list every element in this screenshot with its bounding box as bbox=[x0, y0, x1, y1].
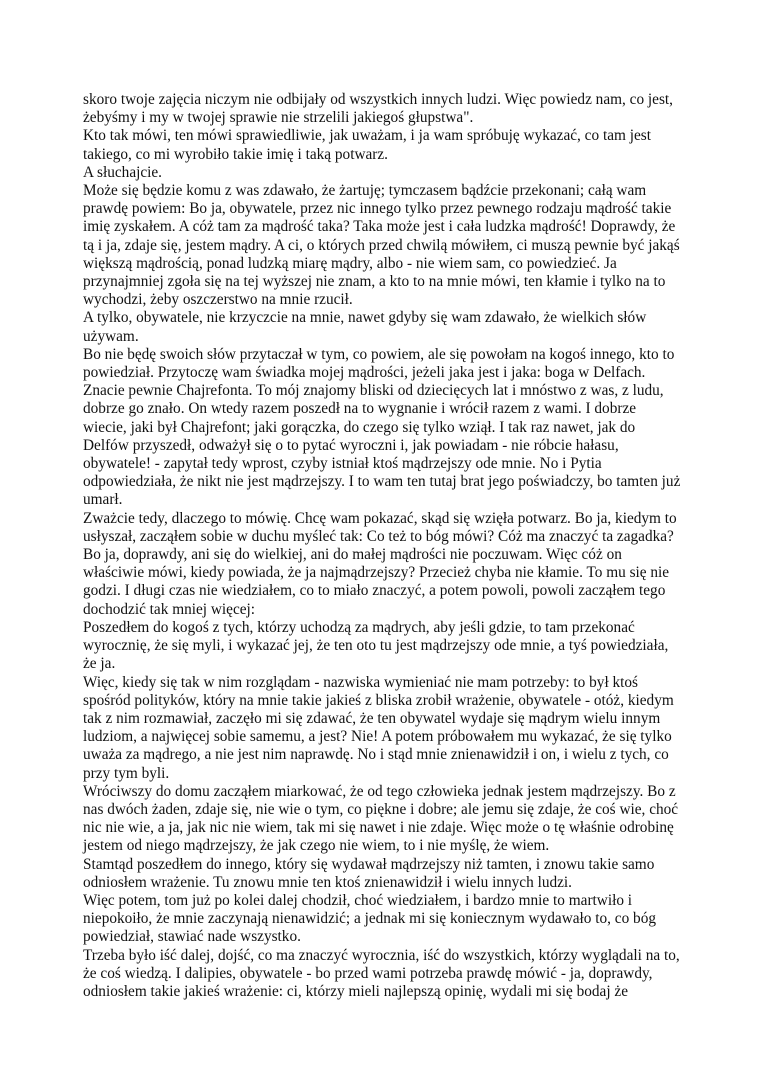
paragraph: A słuchajcie. bbox=[83, 163, 163, 181]
paragraph: Poszedłem do kogoś z tych, którzy uchodzą za mądrych, aby jeśli gdzie, to tam przekonać wyrocznię, że się myli, i wykazać jej, że ten oto tu jest mądrzejszy ode mnie, a tyś powiedziała, że ja. bbox=[83, 618, 669, 673]
paragraph: Stamtąd poszedłem do innego, który się wydawał mądrzejszy niż tamten, i znowu takie samo odniosłem wrażenie. Tu znowu mnie ten ktoś znienawidził i wielu innych ludzi. bbox=[83, 855, 655, 891]
document-page bbox=[83, 91, 683, 1001]
paragraph: Więc potem, tom już po kolei dalej chodził, choć wiedziałem, i bardzo mnie to martwiło i niepokoiło, że mnie zaczynają nienawidzić; a jednak mi się koniecznym wydawało to, co bóg powiedział, stawiać nade wszystko. bbox=[83, 891, 657, 946]
paragraph: Trzeba było iść dalej, dojść, co ma znaczyć wyrocznia, iść do wszystkich, którzy wyglądali na to, że coś wiedzą. I dalipies, obywatele - bo przed wami potrzeba prawdę mówić - ja, doprawdy, odniosłem takie jakieś wrażenie: ci, którzy mieli najlepszą opinię, wydali mi się bodaj że bbox=[83, 946, 680, 1000]
paragraph: Kto tak mówi, ten mówi sprawiedliwie, jak uważam, i ja wam spróbuję wykazać, co tam jest takiego, co mi wyrobiło takie imię i taką potwarz. bbox=[83, 127, 651, 163]
paragraph: Więc, kiedy się tak w nim rozglądam - nazwiska wymieniać nie mam potrzeby: to był ktoś spośród polityków, który na mnie takie jakieś z bliska zrobił wrażenie, obywatele - otóż, kiedym tak z nim rozmawiał, zaczęło mi się zdawać, że ten obywatel wydaje się mądrym wielu innym ludziom, a najwięcej sobie samemu, a jest? Nie! A potem próbowałem mu wykazać, że się tylko uważa za mądrego, a nie jest nim naprawdę. No i stąd mnie znienawidził i on, i wielu z tych, co przy tym byli. bbox=[83, 673, 674, 782]
paragraph: skoro twoje zajęcia niczym nie odbijały od wszystkich innych ludzi. Więc powiedz nam, co jest, żebyśmy i my w twojej sprawie nie strzelili jakiegoś głupstwa". bbox=[83, 91, 673, 127]
paragraph: Wróciwszy do domu zacząłem miarkować, że od tego człowieka jednak jestem mądrzejszy. Bo z nas dwóch żaden, zdaje się, nie wie o tym, co piękne i dobre; ale jemu się zdaje, że coś wie, choć nic nie wie, a ja, jak nic nie wiem, tak mi się nawet i nie zdaje. Więc może o tę właśnie odrobinę jestem od niego mądrzejszy, że jak czego nie wiem, to i nie myślę, że wiem. bbox=[83, 782, 679, 855]
paragraph: Bo nie będę swoich słów przytaczał w tym, co powiem, ale się powołam na kogoś innego, kto to powiedział. Przytoczę wam świadka mojej mądrości, jeżeli jaka jest i jaka: boga w Delfach. Znacie pewnie Chajrefonta. To mój znajomy bliski od dziecięcych lat i mnóstwo z was, z ludu, dobrze go znało. On wtedy razem poszedł na to wygnanie i wrócił razem z wami. I dobrze wiecie, jaki był Chajrefont; jaki gorączka, do czego się tylko wziął. I tak raz nawet, jak do Delfów przyszedł, odważył się o to pytać wyroczni i, jak powiadam - nie róbcie hałasu, obywatele! - zapytał tedy wprost, czyby istniał ktoś mądrzejszy ode mnie. No i Pytia odpowiedziała, że nikt nie jest mądrzejszy. I to wam ten tutaj brat jego poświadczy, bo tamten już umarł. bbox=[83, 345, 681, 509]
paragraph: Zważcie tedy, dlaczego to mówię. Chcę wam pokazać, skąd się wzięła potwarz. Bo ja, kiedym to usłyszał, zacząłem sobie w duchu myśleć tak: Co też to bóg mówi? Cóż ma znaczyć ta zagadka? Bo ja, doprawdy, ani się do wielkiej, ani do małej mądrości nie poczuwam. Więc cóż on właściwie mówi, kiedy powiada, że ja najmądrzejszy? Przecież chyba nie kłamie. To mu się nie godzi. I długi czas nie wiedziałem, co to miało znaczyć, a potem powoli, powoli zacząłem tego dochodzić tak mniej więcej: bbox=[83, 509, 677, 618]
paragraph: A tylko, obywatele, nie krzyczcie na mnie, nawet gdyby się wam zdawało, że wielkich słów używam. bbox=[83, 309, 647, 345]
paragraph: Może się będzie komu z was zdawało, że żartuję; tymczasem bądźcie przekonani; całą wam prawdę powiem: Bo ja, obywatele, przez nic innego tylko przez pewnego rodzaju mądrość takie imię zyskałem. A cóż tam za mądrość taka? Taka może jest i cała ludzka mądrość! Doprawdy, że tą i ja, zdaje się, jestem mądry. A ci, o których przed chwilą mówiłem, ci muszą pewnie być jakąś większą mądrością, ponad ludzką miarę mądry, albo - nie wiem sam, co powiedzieć. Ja przynajmniej zgoła się na tej wyższej nie znam, a kto to na mnie mówi, ten kłamie i tylko na to wychodzi, żeby oszczerstwo na mnie rzucił. bbox=[83, 182, 680, 309]
